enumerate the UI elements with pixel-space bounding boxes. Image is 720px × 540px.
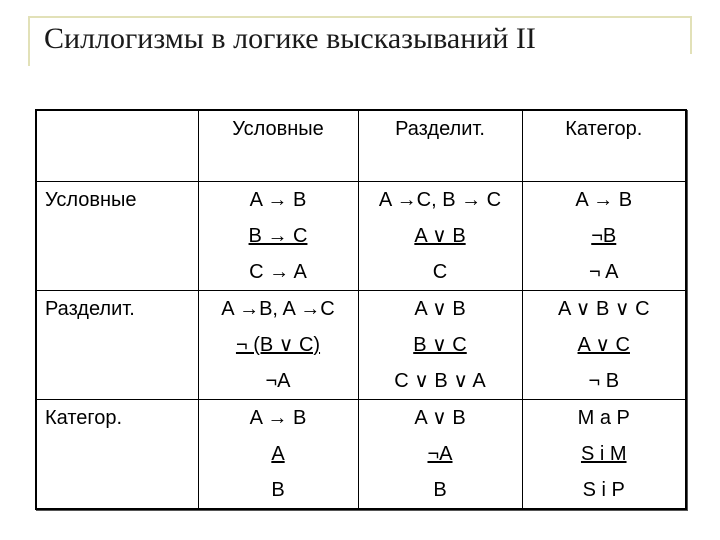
column-header-conditional: Условные — [198, 110, 358, 182]
cell-line: C ∨ B ∨ A — [394, 370, 486, 392]
row-header-conditional: Условные — [36, 182, 198, 291]
table-cell — [522, 291, 686, 400]
cell-line: ¬A — [265, 370, 291, 392]
table-cell — [522, 182, 686, 291]
slide-title: Силлогизмы в логике высказываний II — [44, 22, 536, 55]
cell-line: B ∨ C — [413, 334, 467, 356]
cell-line: A ∨ B — [414, 225, 466, 247]
cell-line: A → B — [249, 407, 307, 429]
cell-line: B — [271, 479, 285, 501]
table-cell — [522, 400, 686, 510]
table-cell — [358, 182, 522, 291]
column-header-categorical: Категор. — [522, 110, 686, 182]
cell-line: ¬ B — [588, 370, 620, 392]
cell-line: ¬B — [591, 225, 617, 247]
cell-line: ¬ (B ∨ C) — [235, 334, 321, 356]
cell-line: S i M — [580, 443, 627, 465]
cell-line: C — [432, 261, 448, 283]
cell-line: ¬ A — [589, 261, 619, 283]
cell-line: C → A — [249, 261, 307, 283]
corner-cell — [36, 110, 198, 182]
table-cell — [198, 400, 358, 510]
cell-line: M a P — [577, 407, 630, 429]
frame-left-line — [28, 16, 30, 66]
table-row-categorical — [36, 400, 686, 510]
table-cell — [198, 182, 358, 291]
frame-right-line — [690, 16, 692, 54]
row-header-disjunctive: Разделит. — [36, 291, 198, 400]
table-cell — [198, 291, 358, 400]
syllogism-table — [35, 109, 687, 510]
table-cell — [358, 400, 522, 510]
row-header-categorical: Категор. — [36, 400, 198, 510]
header-row — [36, 110, 686, 182]
cell-line: A — [271, 443, 285, 465]
cell-line: ¬A — [427, 443, 453, 465]
table-cell — [358, 291, 522, 400]
cell-line: A ∨ B ∨ C — [557, 298, 650, 320]
cell-line: A → B — [249, 189, 307, 211]
cell-line: A → B — [575, 189, 633, 211]
table-row-disjunctive — [36, 291, 686, 400]
column-header-disjunctive: Разделит. — [358, 110, 522, 182]
cell-line: B — [433, 479, 447, 501]
cell-line: S i P — [582, 479, 625, 501]
cell-line: A ∨ C — [577, 334, 630, 356]
table-row-conditional — [36, 182, 686, 291]
cell-line: A →B, A →C — [221, 298, 335, 320]
cell-line: B → C — [248, 225, 308, 247]
cell-line: A →C, B → C — [378, 189, 502, 211]
cell-line: A ∨ B — [414, 298, 466, 320]
frame-top-line — [28, 16, 692, 18]
cell-line: A ∨ B — [414, 407, 466, 429]
